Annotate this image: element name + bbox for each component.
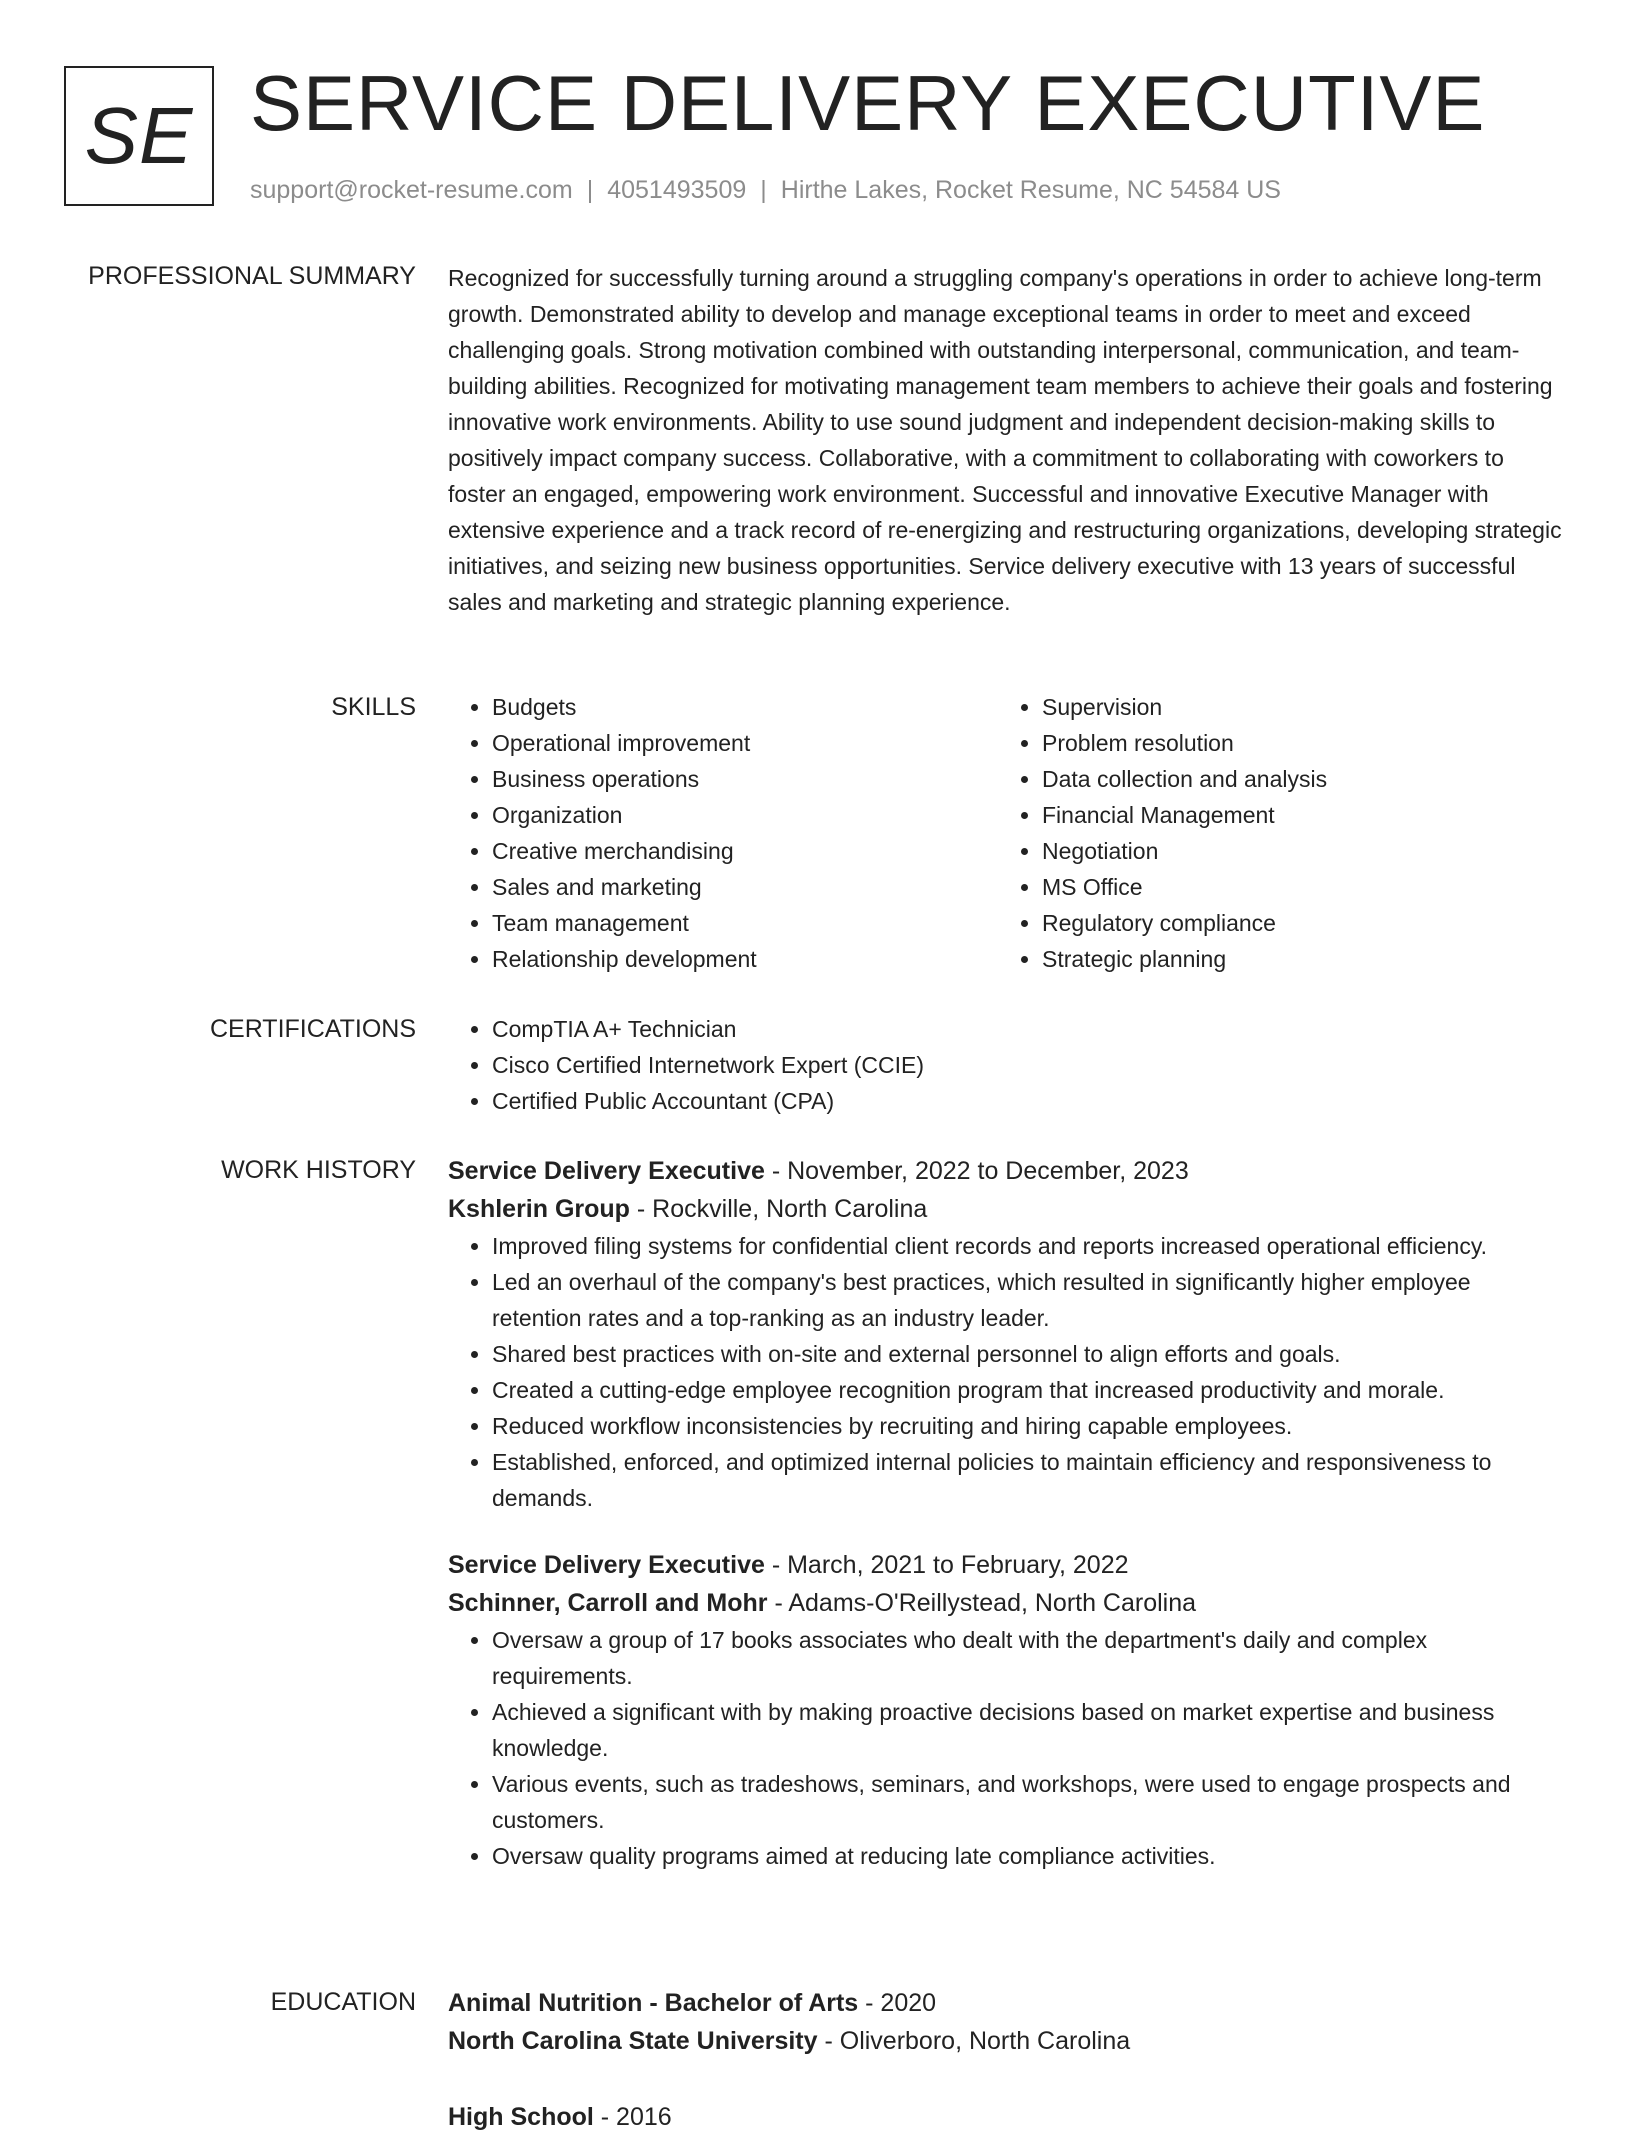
education-degree: Animal Nutrition - Bachelor of Arts: [448, 1989, 859, 2017]
education-school: North Carolina State University: [448, 2027, 818, 2055]
job-bullet: • Oversaw a group of 17 books associates who dealt with the department's daily and complex requirements.: [492, 1622, 1563, 1694]
section-heading-certifications: CERTIFICATIONS: [209, 1015, 416, 1043]
monogram-badge: SE: [64, 66, 214, 206]
skill-item: • Team management: [492, 905, 998, 941]
job-company: Kshlerin Group: [448, 1195, 630, 1223]
section-heading-work-history: WORK HISTORY: [221, 1156, 416, 1184]
job-bullet: • Reduced workflow inconsistencies by recruiting and hiring capable employees.: [492, 1408, 1563, 1444]
education-degree-line: [448, 1984, 1563, 2022]
skill-item: • Business operations: [492, 761, 998, 797]
job-company-line: [448, 1190, 1563, 1228]
certification-item: • Certified Public Accountant (CPA): [492, 1083, 1563, 1119]
job-dates: - March, 2021 to February, 2022: [764, 1551, 1129, 1579]
contact-separator: |: [586, 176, 594, 204]
education-degree-line: [448, 2098, 1563, 2136]
education-year: - 2016: [593, 2103, 672, 2131]
job-title: Service Delivery Executive: [448, 1551, 765, 1579]
skill-item: • MS Office: [1042, 869, 1548, 905]
skill-item: • Financial Management: [1042, 797, 1548, 833]
job-bullet: • Improved filing systems for confidential client records and reports increased operational efficiency.: [492, 1228, 1563, 1264]
job-bullet: • Led an overhaul of the company's best practices, which resulted in significantly higher employee retention rates and a top-ranking as an industry leader.: [492, 1264, 1563, 1336]
education-entry: [448, 1984, 1563, 2060]
skill-item: • Operational improvement: [492, 725, 998, 761]
job-bullet: • Oversaw quality programs aimed at reducing late compliance activities.: [492, 1838, 1563, 1874]
job-bullet: • Shared best practices with on-site and external personnel to align efforts and goals.: [492, 1336, 1563, 1372]
job-entry: [448, 1546, 1563, 1874]
job-entry: [448, 1152, 1563, 1516]
section-heading-summary: PROFESSIONAL SUMMARY: [88, 262, 416, 290]
job-bullet: • Various events, such as tradeshows, seminars, and workshops, were used to engage prospects and customers.: [492, 1766, 1563, 1838]
job-company-line: [448, 1584, 1563, 1622]
work-history-body: [448, 1152, 1563, 1874]
summary-body: [448, 260, 1563, 620]
skills-column-left: [448, 689, 998, 977]
certification-item: • Cisco Certified Internetwork Expert (CCIE): [492, 1047, 1563, 1083]
certification-item: • CompTIA A+ Technician: [492, 1011, 1563, 1047]
job-location: - Adams-O'Reillystead, North Carolina: [767, 1589, 1197, 1617]
skill-item: • Sales and marketing: [492, 869, 998, 905]
job-title-line: [448, 1546, 1563, 1584]
skills-column-right: [998, 689, 1548, 977]
education-entry: [448, 2098, 1563, 2136]
job-dates: - November, 2022 to December, 2023: [764, 1157, 1189, 1185]
contact-email: support@rocket-resume.com: [250, 176, 573, 204]
skill-item: • Problem resolution: [1042, 725, 1548, 761]
candidate-title: SERVICE DELIVERY EXECUTIVE: [250, 59, 1486, 147]
section-heading-education: EDUCATION: [270, 1988, 416, 2016]
skill-item: • Data collection and analysis: [1042, 761, 1548, 797]
job-bullet: • Achieved a significant with by making proactive decisions based on market expertise and business knowledge.: [492, 1694, 1563, 1766]
skill-item: • Organization: [492, 797, 998, 833]
skill-item: • Relationship development: [492, 941, 998, 977]
skill-item: • Creative merchandising: [492, 833, 998, 869]
skill-item: • Negotiation: [1042, 833, 1548, 869]
skill-item: • Regulatory compliance: [1042, 905, 1548, 941]
skill-item: • Budgets: [492, 689, 998, 725]
education-school-line: [448, 2022, 1563, 2060]
education-location: - Oliverboro, North Carolina: [817, 2027, 1131, 2055]
education-year: - 2020: [858, 1989, 937, 2017]
skill-item: • Supervision: [1042, 689, 1548, 725]
job-title: Service Delivery Executive: [448, 1157, 765, 1185]
summary-text: Recognized for successfully turning around a struggling company's operations in order to achieve long-term growth. Demonstrated ability to develop and manage exceptional teams in order to meet and exceed challenging goals. Strong motivation combined with outstanding interpersonal, communication, and team-building abilities. Recognized for motivating management team members to achieve their goals and fostering innovative work environments. Ability to use sound judgment and independent decision-making skills to positively impact company success. Collaborative, with a commitment to collaborating with coworkers to foster an engaged, empowering work environment. Successful and innovative Executive Manager with extensive experience and a track record of re-energizing and restructuring organizations, developing strategic initiatives, and seizing new business opportunities. Service delivery executive with 13 years of successful sales and marketing and strategic planning experience.: [448, 265, 1562, 615]
contact-separator: |: [760, 176, 767, 204]
job-company: Schinner, Carroll and Mohr: [448, 1589, 768, 1617]
education-body: [448, 1984, 1563, 2136]
job-bullet: • Created a cutting-edge employee recognition program that increased productivity and morale.: [492, 1372, 1563, 1408]
job-title-line: [448, 1152, 1563, 1190]
skill-item: • Strategic planning: [1042, 941, 1548, 977]
contact-address: Hirthe Lakes, Rocket Resume, NC 54584 US: [780, 176, 1281, 204]
contact-line: [250, 174, 1281, 206]
contact-phone: 4051493509: [607, 176, 747, 204]
skills-body: [448, 689, 1563, 977]
certifications-body: [448, 1011, 1563, 1119]
job-location: - Rockville, North Carolina: [629, 1195, 928, 1223]
section-heading-skills: SKILLS: [331, 693, 416, 721]
education-degree: High School: [448, 2103, 594, 2131]
job-bullet: • Established, enforced, and optimized internal policies to maintain efficiency and responsiveness to demands.: [492, 1444, 1563, 1516]
